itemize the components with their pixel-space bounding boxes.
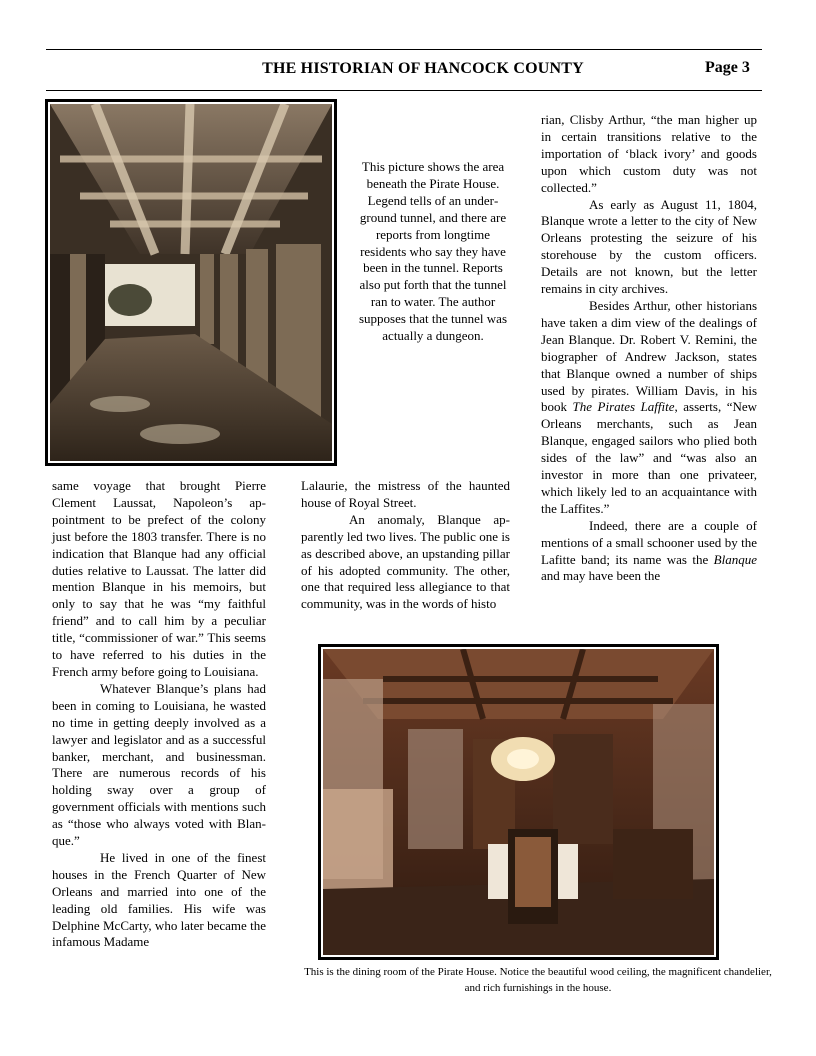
col2-paragraph-1: Lalaurie, the mistress of the haunted house of Royal Street. [301, 478, 510, 510]
col1-paragraph-2: Whatever Blanque’s plans had been in coming to Louisiana, he wasted no time in getting deeply involved as a lawyer and legislator and as a successful banker, merchant, and businessman. There are numerous records of his holding sway over a group of government officials with mentions such as “those who always voted with Blanque.” [52, 680, 266, 849]
photo-dining-room-icon [323, 649, 714, 955]
col3-paragraph-4 [541, 518, 757, 586]
article-column-2 [301, 478, 510, 613]
header-top-rule [46, 49, 762, 50]
col3-paragraph-3 [541, 298, 757, 518]
photo-arched-passage-icon [50, 104, 332, 461]
top-photo-caption: This picture shows the area beneath the Pirate House. Legend tells of an underground tunnel, and there are reports from longtime residents who say they have been in the tunnel. Reports also put forth that the tunnel ran to water. The author supposes that the tunnel was actually a dungeon. [358, 159, 508, 344]
bottom-photo-caption: This is the dining room of the Pirate House. Notice the beautiful wood ceiling, the magnificent chandelier, and rich furnishings in the house. [304, 966, 772, 994]
book-title: The Pirates Laffite [572, 399, 675, 415]
col1-paragraph-1: same voyage that brought Pierre Clement Laussat, Napoleon’s appointment to be prefect of the colony just before the 1803 transfer. There is no indication that Blanque had any official duties relative to Laussat. The latter did mention Blanque in his memoirs, but only to say that he was “my faithful friend” and to call him by a peculiar title, “commissioner of war.” This seems to have referred to his duties in the French army before going to Louisiana. [52, 478, 266, 679]
col3-paragraph-2: As early as August 11, 1804, Blanque wrote a letter to the city of New Orleans protesting the seizure of his storehouse by the custom officers. Details are not known, but the letter remains in city archives. [541, 196, 757, 297]
col3-p3-text-a: Besides Arthur, other historians have taken a dim view of the dealings of Jean Blanque. Dr. Robert V. Remini, the biographer of Andrew Jackson, states that Blanque owned a number of ships used by pirates. William Davis, in his book [541, 297, 757, 415]
newsletter-title: THE HISTORIAN OF HANCOCK COUNTY [262, 60, 584, 77]
header-bottom-rule [46, 90, 762, 91]
col3-paragraph-1: rian, Clisby Arthur, “the man higher up in certain transitions relative to the importation of ‘black ivory’ and goods upon which custom duty was not collected.” [541, 112, 757, 195]
article-column-1 [52, 478, 266, 951]
col3-p4-text-b: and may have been the [541, 568, 661, 584]
article-column-3 [541, 112, 757, 585]
col1-paragraph-3: He lived in one of the finest houses in the French Quarter of New Orleans and married into one of the leading old families. His wife was Delphine McCarty, who later became the infamous Madame [52, 849, 266, 950]
bottom-photo-frame [318, 644, 719, 960]
col3-p4-text-a: Indeed, there are a couple of mentions of a small schooner used by the Lafitte band; its name was the [541, 517, 757, 567]
page-number: Page 3 [705, 59, 750, 76]
col3-p3-text-b: , asserts, “New Orleans merchants, such as Jean Blanque, engaged sailors who plied both sides of the law” and “was also an investor in more than one privateer, which likely led to an acquaintance with the Laffites.” [541, 399, 758, 516]
ship-name: Blanque [713, 551, 757, 567]
col2-paragraph-2: An anomaly, Blanque apparently led two lives. The public one is as described above, an upstanding pillar of his adopted community. The other, one that required less allegiance to that community, was in the words of histo [301, 511, 510, 612]
top-photo-frame [45, 99, 337, 466]
